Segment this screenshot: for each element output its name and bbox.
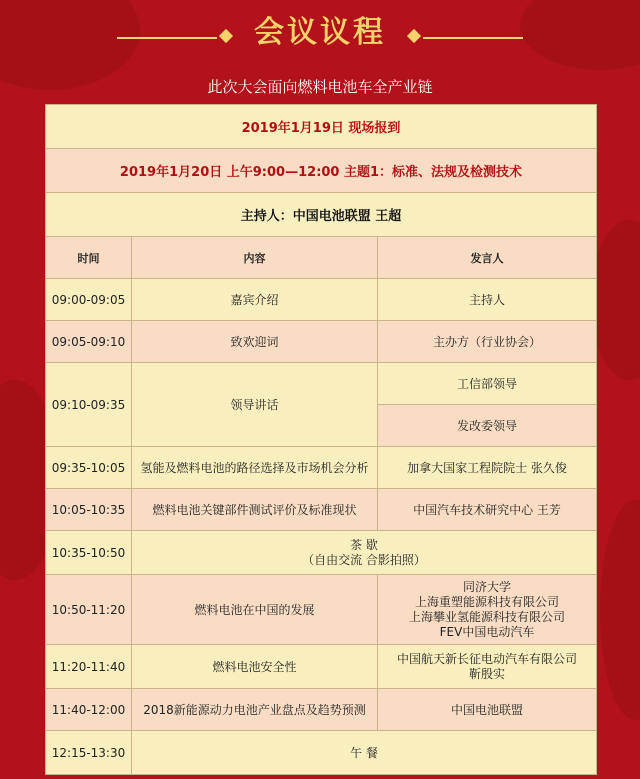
content-cell: 领导讲话 bbox=[132, 363, 378, 447]
speaker-cell bbox=[378, 575, 597, 645]
time-cell: 10:35-10:50 bbox=[46, 531, 132, 575]
speaker-cell: 发改委领导 bbox=[378, 405, 597, 447]
content-cell: 燃料电池安全性 bbox=[132, 645, 378, 689]
speaker-cell: 工信部领导 bbox=[378, 363, 597, 405]
table-row bbox=[46, 575, 597, 645]
table-row bbox=[46, 645, 597, 689]
table-row bbox=[46, 447, 597, 489]
column-header-content: 内容 bbox=[132, 237, 378, 279]
speaker-line: 同济大学 bbox=[462, 579, 511, 594]
time-cell: 10:05-10:35 bbox=[46, 489, 132, 531]
time-cell: 09:05-09:10 bbox=[46, 321, 132, 363]
content-cell: 嘉宾介绍 bbox=[132, 279, 378, 321]
agenda-table bbox=[45, 104, 596, 775]
bg-pattern bbox=[600, 500, 640, 720]
table-row bbox=[46, 689, 597, 731]
table-row bbox=[46, 489, 597, 531]
speaker-line: 靳殷实 bbox=[468, 666, 505, 681]
break-cell bbox=[132, 531, 597, 575]
speaker-cell: 中国电池联盟 bbox=[378, 689, 597, 731]
left-ornament bbox=[111, 31, 231, 45]
time-cell: 09:35-10:05 bbox=[46, 447, 132, 489]
time-cell: 09:00-09:05 bbox=[46, 279, 132, 321]
content-cell: 氢能及燃料电池的路径选择及市场机会分析 bbox=[132, 447, 378, 489]
break-note: （自由交流 合影拍照） bbox=[302, 552, 426, 567]
time-cell: 10:50-11:20 bbox=[46, 575, 132, 645]
speaker-cell bbox=[378, 645, 597, 689]
column-header-time: 时间 bbox=[46, 237, 132, 279]
host-text: 主持人：中国电池联盟 王超 bbox=[46, 193, 597, 237]
table-row bbox=[46, 363, 597, 405]
page-subtitle: 此次大会面向燃料电池车全产业链 bbox=[207, 78, 433, 96]
page-title: 会议议程 bbox=[254, 15, 386, 50]
lunch-cell: 午 餐 bbox=[132, 731, 597, 775]
page-header bbox=[0, 10, 640, 60]
speaker-cell: 加拿大国家工程院院士 张久俊 bbox=[378, 447, 597, 489]
speaker-line: FEV中国电动汽车 bbox=[439, 624, 535, 639]
time-cell: 12:15-13:30 bbox=[46, 731, 132, 775]
content-cell: 燃料电池关键部件测试评价及标准现状 bbox=[132, 489, 378, 531]
content-cell: 燃料电池在中国的发展 bbox=[132, 575, 378, 645]
bg-pattern bbox=[590, 220, 640, 380]
speaker-line: 上海攀业氢能源科技有限公司 bbox=[408, 609, 565, 624]
speaker-cell: 中国汽车技术研究中心 王芳 bbox=[378, 489, 597, 531]
day2-text: 2019年1月20日 上午9:00—12:00 主题1：标准、法规及检测技术 bbox=[46, 149, 597, 193]
time-cell: 11:40-12:00 bbox=[46, 689, 132, 731]
column-header-row bbox=[46, 237, 597, 279]
break-title: 茶 歇 bbox=[350, 537, 378, 552]
table-row bbox=[46, 321, 597, 363]
table-row bbox=[46, 731, 597, 775]
day1-row bbox=[46, 105, 597, 149]
speaker-line: 中国航天新长征电动汽车有限公司 bbox=[396, 651, 577, 666]
time-cell: 11:20-11:40 bbox=[46, 645, 132, 689]
time-cell: 09:10-09:35 bbox=[46, 363, 132, 447]
content-cell: 2018新能源动力电池产业盘点及趋势预测 bbox=[132, 689, 378, 731]
column-header-speaker: 发言人 bbox=[378, 237, 597, 279]
content-cell: 致欢迎词 bbox=[132, 321, 378, 363]
host-row bbox=[46, 193, 597, 237]
speaker-cell: 主办方（行业协会） bbox=[378, 321, 597, 363]
table-row bbox=[46, 279, 597, 321]
day1-text: 2019年1月19日 现场报到 bbox=[46, 105, 597, 149]
day2-row bbox=[46, 149, 597, 193]
speaker-cell: 主持人 bbox=[378, 279, 597, 321]
right-ornament bbox=[409, 31, 529, 45]
table-row bbox=[46, 531, 597, 575]
speaker-line: 上海重塑能源科技有限公司 bbox=[414, 594, 559, 609]
